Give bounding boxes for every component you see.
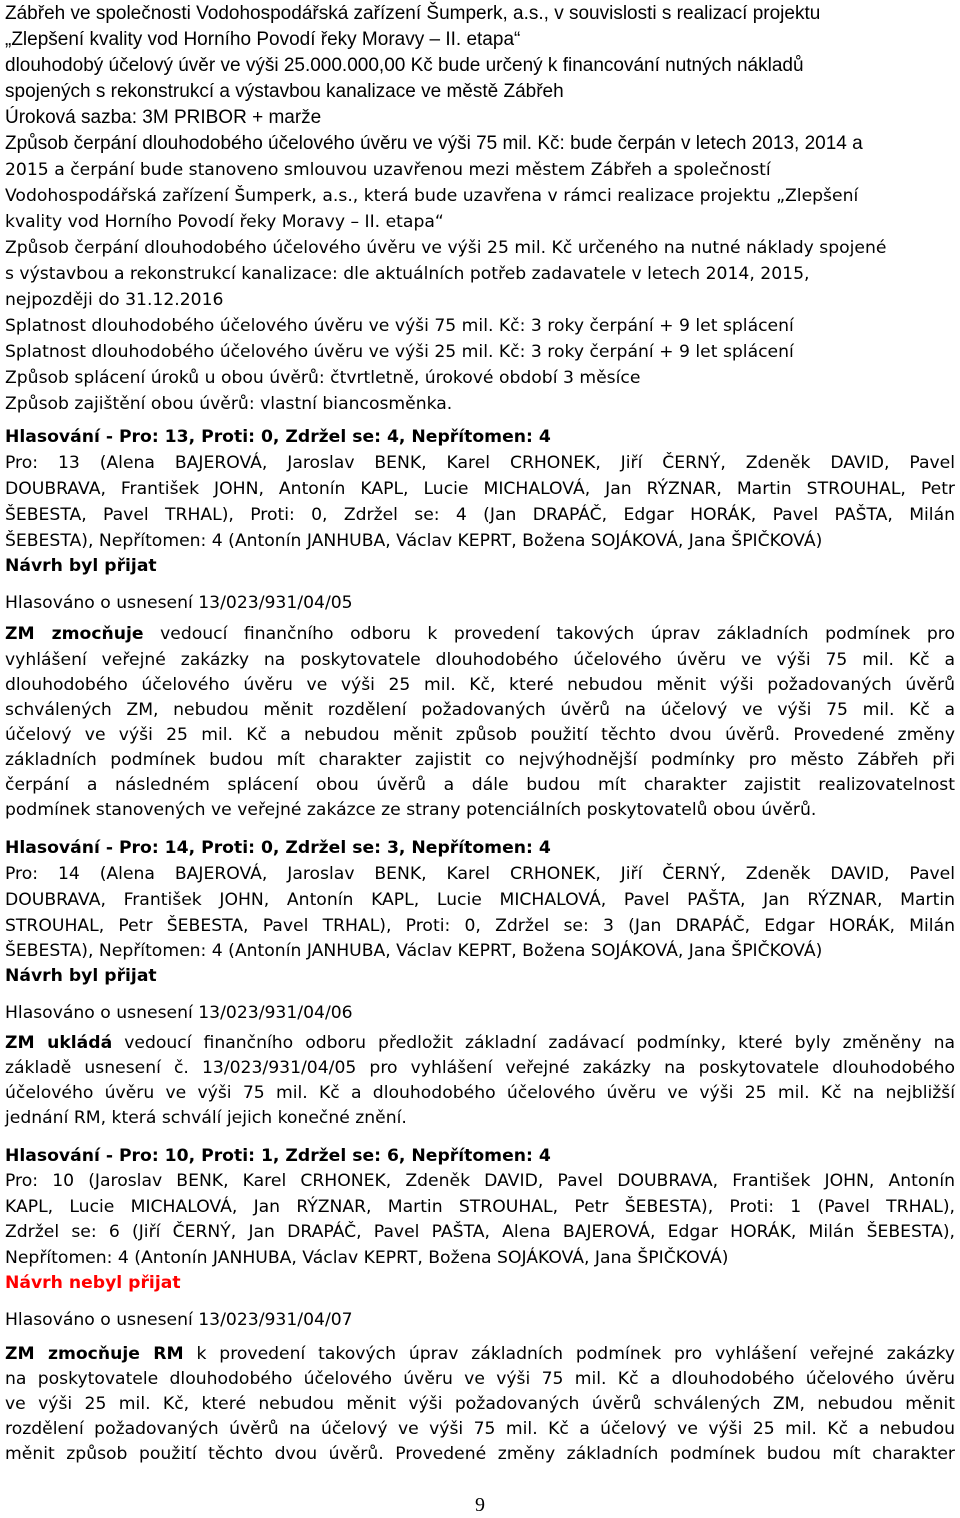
resolution-verb: ZM ukládá bbox=[5, 1033, 113, 1053]
intro-line: Vodohospodářská zařízení Šumperk, a.s., která bude uzavřena v rámci realizace projektu „Zlepšení bbox=[5, 186, 859, 206]
resolution-line: podmínek stanovených ve veřejné zakázce ze strany potenciálních poskytovatelů obou úvěrů. bbox=[5, 800, 817, 820]
resolution-line: ve výši 25 mil. Kč, které nebudou měnit výši požadovaných úvěrů schválených ZM, nebudou měnit bbox=[5, 1394, 955, 1414]
intro-line: spojených s rekonstrukcí a výstavbou kanalizace ve městě Zábřeh bbox=[5, 81, 564, 102]
intro-line: kvality vod Horního Povodí řeky Moravy – II. etapa“ bbox=[5, 212, 444, 232]
intro-line: Způsob zajištění obou úvěrů: vlastní biancosměnka. bbox=[5, 394, 453, 414]
resolution-title: Hlasováno o usnesení 13/023/931/04/07 bbox=[5, 1310, 353, 1330]
vote-header: Hlasování - Pro: 14, Proti: 0, Zdržel se: 3, Nepřítomen: 4 bbox=[5, 838, 551, 858]
resolution-line bbox=[5, 621, 955, 647]
resolution-line: čerpání a následném splácení obou úvěrů a dále budou mít charakter zajistit realizovatelnost bbox=[5, 775, 955, 795]
resolution-text: k provedení takových úprav základních podmínek pro vyhlášení veřejné zakázky bbox=[183, 1344, 955, 1364]
resolution-line: vyhlášení veřejné zakázky na poskytovatele dlouhodobého účelového úvěru ve výši 75 mil. Kč a bbox=[5, 650, 955, 670]
intro-line: Úroková sazba: 3M PRIBOR + marže bbox=[5, 107, 322, 128]
vote-header: Hlasování - Pro: 10, Proti: 1, Zdržel se: 6, Nepřítomen: 4 bbox=[5, 1146, 551, 1166]
resolution-line bbox=[5, 1030, 955, 1056]
intro-line: Způsob splácení úroků u obou úvěrů: čtvrtletně, úrokové období 3 měsíce bbox=[5, 368, 641, 388]
vote-detail-line: Pro: 14 (Alena BAJEROVÁ, Jaroslav BENK, Karel CRHONEK, Jiří ČERNÝ, Zdeněk DAVID, Pavel bbox=[5, 864, 955, 884]
vote-detail-line: Zdržel se: 6 (Jiří ČERNÝ, Jan DRAPÁČ, Pavel PAŠTA, Alena BAJEROVÁ, Edgar HORÁK, Milán ŠEBESTA), bbox=[5, 1222, 955, 1242]
intro-line: Způsob čerpání dlouhodobého účelového úvěru ve výši 75 mil. Kč: bude čerpán v letech 2013, 2014 a bbox=[5, 133, 863, 154]
resolution-title: Hlasováno o usnesení 13/023/931/04/05 bbox=[5, 593, 353, 613]
vote-detail-line: DOUBRAVA, František JOHN, Antonín KAPL, Lucie MICHALOVÁ, Jan RÝZNAR, Martin STROUHAL, Petr bbox=[5, 479, 955, 499]
vote-header: Hlasování - Pro: 13, Proti: 0, Zdržel se: 4, Nepřítomen: 4 bbox=[5, 427, 551, 447]
intro-line: Splatnost dlouhodobého účelového úvěru ve výši 75 mil. Kč: 3 roky čerpání + 9 let splácení bbox=[5, 316, 794, 336]
resolution-verb: ZM zmocňuje RM bbox=[5, 1344, 184, 1364]
page-number: 9 bbox=[475, 1494, 485, 1516]
vote-detail-line: ŠEBESTA, Pavel TRHAL), Proti: 0, Zdržel se: 4 (Jan DRAPÁČ, Edgar HORÁK, Pavel PAŠTA, Milán bbox=[5, 505, 955, 525]
resolution-line: účelový ve výši 25 mil. Kč a nebudou měnit způsob použití těchto dvou úvěrů. Provedené změny bbox=[5, 725, 955, 745]
vote-detail-line: ŠEBESTA), Nepřítomen: 4 (Antonín JANHUBA, Václav KEPRT, Božena SOJÁKOVÁ, Jana ŠPIČKOVÁ) bbox=[5, 531, 823, 551]
intro-line: „Zlepšení kvality vod Horního Povodí řeky Moravy – II. etapa“ bbox=[5, 29, 521, 50]
resolution-line: jednání RM, která schválí jejich konečné znění. bbox=[5, 1108, 407, 1128]
vote-detail-line: DOUBRAVA, František JOHN, Antonín KAPL, Lucie MICHALOVÁ, Pavel PAŠTA, Jan RÝZNAR, Martin bbox=[5, 890, 955, 910]
resolution-line: měnit způsob použití těchto dvou úvěrů. Provedené změny základních podmínek budou mít charakter bbox=[5, 1444, 955, 1464]
vote-detail-line: Pro: 13 (Alena BAJEROVÁ, Jaroslav BENK, Karel CRHONEK, Jiří ČERNÝ, Zdeněk DAVID, Pavel bbox=[5, 453, 955, 473]
resolution-line: na poskytovatele dlouhodobého účelového úvěru ve výši 75 mil. Kč a dlouhodobého účelového úvěru bbox=[5, 1369, 955, 1389]
resolution-line: rozdělení požadovaných úvěrů na účelový ve výši 75 mil. Kč a účelový ve výši 25 mil. Kč a nebudou bbox=[5, 1419, 955, 1439]
resolution-verb: ZM zmocňuje bbox=[5, 624, 144, 644]
resolution-line: schválených ZM, nebudou měnit rozdělení požadovaných úvěrů na účelový ve výši 75 mil. Kč a bbox=[5, 700, 955, 720]
intro-line: Zábřeh ve společnosti Vodohospodářská zařízení Šumperk, a.s., v souvislosti s realizací projektu bbox=[5, 3, 821, 24]
intro-line: Způsob čerpání dlouhodobého účelového úvěru ve výši 25 mil. Kč určeného na nutné náklady spojené bbox=[5, 238, 887, 258]
resolution-line: účelového úvěru ve výši 75 mil. Kč a dlouhodobého účelového úvěru ve výši 25 mil. Kč na nejbližší bbox=[5, 1083, 955, 1103]
resolution-text: vedoucí finančního odboru k provedení takových úprav základních podmínek pro bbox=[143, 624, 955, 644]
vote-detail-line: ŠEBESTA), Nepřítomen: 4 (Antonín JANHUBA, Václav KEPRT, Božena SOJÁKOVÁ, Jana ŠPIČKOVÁ) bbox=[5, 941, 823, 961]
intro-line: s výstavbou a rekonstrukcí kanalizace: dle aktuálních potřeb zadavatele v letech 2014, 2015, bbox=[5, 264, 810, 284]
intro-line: 2015 a čerpání bude stanoveno smlouvou uzavřenou mezi městem Zábřeh a společností bbox=[5, 160, 771, 180]
intro-line: dlouhodobý účelový úvěr ve výši 25.000.000,00 Kč bude určený k financování nutných nákladů bbox=[5, 55, 804, 76]
vote-detail-line: Nepřítomen: 4 (Antonín JANHUBA, Václav KEPRT, Božena SOJÁKOVÁ, Jana ŠPIČKOVÁ) bbox=[5, 1248, 729, 1268]
vote-detail-line: STROUHAL, Petr ŠEBESTA, Pavel TRHAL), Proti: 0, Zdržel se: 3 (Jan DRAPÁČ, Edgar HORÁK, Milán bbox=[5, 916, 955, 936]
resolution-line bbox=[5, 1341, 955, 1367]
vote-result-rejected: Návrh nebyl přijat bbox=[5, 1273, 181, 1293]
vote-result: Návrh byl přijat bbox=[5, 556, 157, 576]
intro-line: Splatnost dlouhodobého účelového úvěru ve výši 25 mil. Kč: 3 roky čerpání + 9 let splácení bbox=[5, 342, 794, 362]
vote-detail-line: Pro: 10 (Jaroslav BENK, Karel CRHONEK, Zdeněk DAVID, Pavel DOUBRAVA, František JOHN, Antonín bbox=[5, 1171, 955, 1191]
vote-detail-line: KAPL, Lucie MICHALOVÁ, Jan RÝZNAR, Martin STROUHAL, Petr ŠEBESTA), Proti: 1 (Pavel TRHAL), bbox=[5, 1197, 955, 1217]
resolution-line: dlouhodobého účelového úvěru ve výši 25 mil. Kč, které nebudou měnit výši požadovaných úvěrů bbox=[5, 675, 955, 695]
resolution-text: vedoucí finančního odboru předložit základní zadávací podmínky, které byly změněny na bbox=[112, 1033, 955, 1053]
resolution-line: základních podmínek budou mít charakter zajistit co nejvýhodnější podmínky pro město Zábřeh při bbox=[5, 750, 955, 770]
vote-result: Návrh byl přijat bbox=[5, 966, 157, 986]
resolution-title: Hlasováno o usnesení 13/023/931/04/06 bbox=[5, 1003, 353, 1023]
resolution-line: základě usnesení č. 13/023/931/04/05 pro vyhlášení veřejné zakázky na poskytovatele dlouhodobého bbox=[5, 1058, 955, 1078]
intro-line: nejpozději do 31.12.2016 bbox=[5, 290, 224, 310]
